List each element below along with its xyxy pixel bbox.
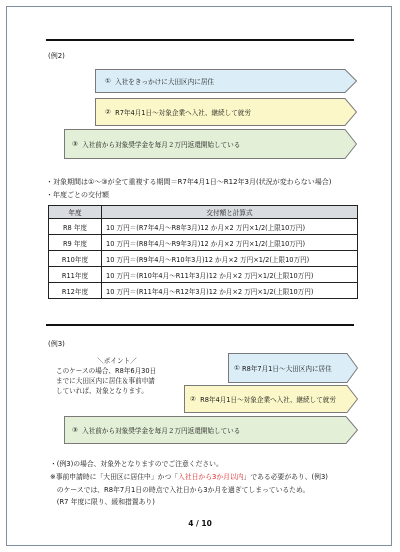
table-row [49, 267, 358, 283]
header-formula: 交付額と計算式 [102, 206, 358, 219]
example3-step2-arrow [184, 385, 358, 413]
note-emphasis: 入社日から3か月以内 [178, 473, 244, 481]
cell-year: R8 年度 [49, 219, 102, 235]
period-note: ・対象期間は①～③が全て重複する期間＝R7年4月1日～R12年3月(状況が変わらない場合) [46, 178, 332, 186]
example2-step2-arrow [95, 98, 357, 126]
grant-table [48, 205, 358, 299]
point-callout [56, 356, 178, 396]
table-row [49, 235, 358, 251]
page-number: 4 / 10 [188, 519, 212, 528]
point-line: までに大田区内に居住＆事前申請 [56, 377, 155, 385]
cell-year: R9 年度 [49, 235, 102, 251]
example3-heading: (例3) [48, 340, 65, 348]
step-num: ③ [72, 426, 78, 434]
step-num: ② [105, 108, 111, 116]
cell-formula: 10 万円＝(R8年4月～R9年3月)12 か月×2 万円×1/2(上限10万円) [102, 235, 358, 251]
note-line4: (R7 年度に限り、緩和措置あり) [50, 498, 155, 506]
step-text: 入社前から対象奨学金を毎月２万円返還開始している [82, 427, 241, 435]
cell-year: R10年度 [49, 251, 102, 267]
table-header-row [49, 206, 358, 219]
section-rule-top [46, 39, 354, 41]
table-caption: ・年度ごとの交付額 [46, 191, 109, 199]
cell-formula: 10 万円＝(R9年4月～R10年3月)12 か月×2 万円×1/2(上限10万円) [102, 251, 358, 267]
note-line2-post: 」である必要があり、(例3) [243, 473, 328, 481]
table-row [49, 251, 358, 267]
example2-step3-arrow [64, 129, 357, 159]
step-num: ② [190, 395, 196, 403]
example2-heading: (例2) [48, 52, 65, 60]
table-row [49, 283, 358, 299]
step-num: ① [234, 364, 240, 372]
step-text: R8年4月1日～対象企業へ入社、継続して就労 [200, 396, 336, 404]
example3-step3-arrow [64, 416, 358, 444]
cell-formula: 10 万円＝(R11年4月～R12年3月)12 か月×2 万円×1/2(上限10万円) [102, 283, 358, 299]
step-num: ① [105, 77, 111, 85]
cell-year: R12年度 [49, 283, 102, 299]
step-text: 入社前から対象奨学金を毎月２万円返還開始している [82, 141, 241, 149]
header-year: 年度 [49, 206, 102, 219]
point-line: このケースの場合、R8年6月30日 [56, 367, 157, 375]
cell-formula: 10 万円＝(R10年4月～R11年3月)12 か月×2 万円×1/2(上限10万円) [102, 267, 358, 283]
note-line1: ・(例3)の場合、対象外となりますのでご注意ください。 [50, 460, 223, 468]
step-num: ③ [72, 140, 78, 148]
cell-formula: 10 万円＝(R7年4月～R8年3月)12 か月×2 万円×1/2(上限10万円) [102, 219, 358, 235]
example3-step1-arrow [228, 353, 358, 383]
step-text: R7年4月1日～対象企業へ入社、継続して就労 [115, 109, 251, 117]
example2-step1-arrow [95, 69, 357, 93]
step-text: 入社をきっかけに大田区内に居住 [115, 78, 215, 86]
note-line2-pre: ※事前申請時に「大田区に居住中」かつ「 [50, 473, 179, 481]
section-rule-middle [46, 324, 354, 326]
cell-year: R11年度 [49, 267, 102, 283]
point-title: ＼ポイント／ [97, 357, 137, 365]
note-line2 [50, 472, 328, 482]
step-text: R8年7月1日～大田区内に居住 [242, 365, 332, 373]
table-row [49, 219, 358, 235]
point-line: していれば、対象となります。 [56, 387, 148, 395]
note-line3: のケースでは、R8年7月1日の時点で入社日から3か月を過ぎてしまっているため。 [50, 486, 310, 494]
